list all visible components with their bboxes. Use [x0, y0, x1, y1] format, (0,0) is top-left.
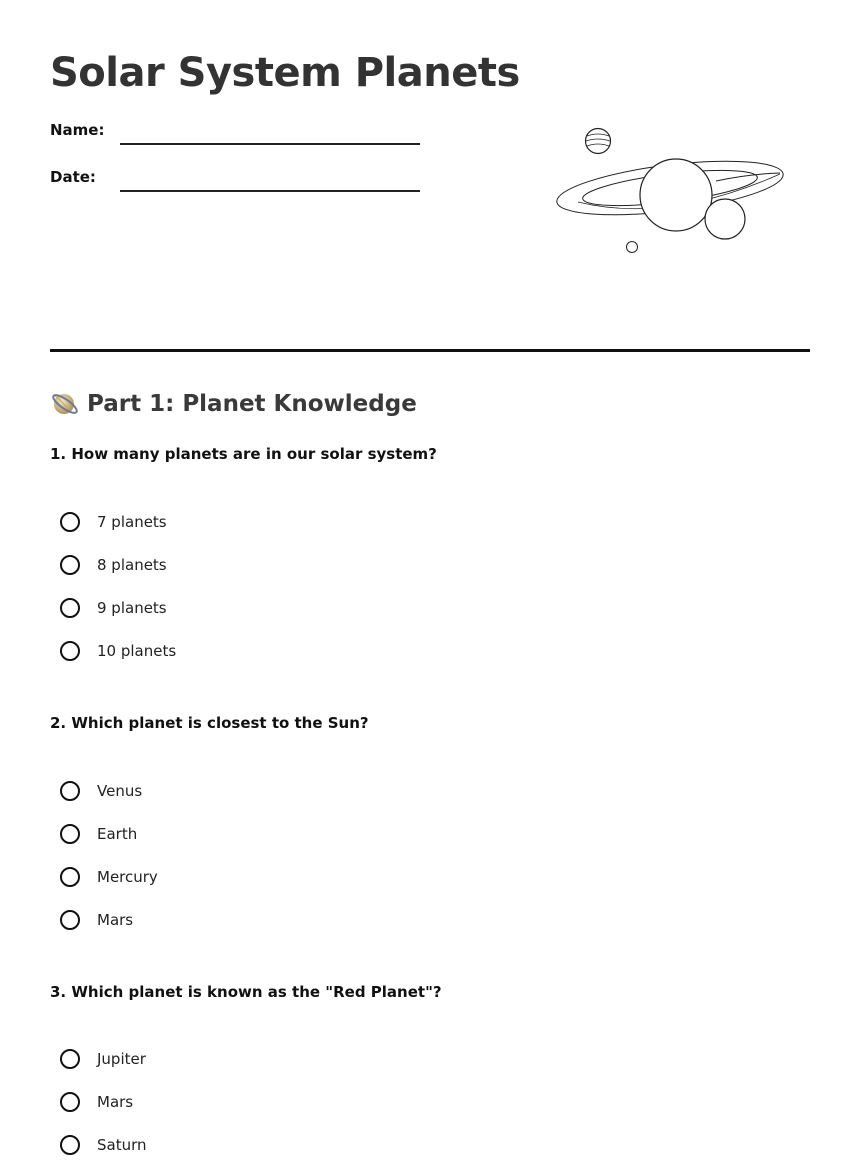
section-heading: [50, 386, 417, 422]
answer-option[interactable]: [60, 552, 167, 578]
answer-option[interactable]: [60, 509, 167, 535]
option-label: Jupiter: [97, 1050, 146, 1068]
radio-button[interactable]: [60, 1049, 80, 1069]
radio-button[interactable]: [60, 910, 80, 930]
answer-option[interactable]: [60, 778, 142, 804]
answer-option[interactable]: [60, 638, 176, 664]
radio-button[interactable]: [60, 641, 80, 661]
radio-button[interactable]: [60, 781, 80, 801]
option-label: Saturn: [97, 1136, 147, 1154]
answer-option[interactable]: [60, 821, 137, 847]
question-text: 1. How many planets are in our solar system?: [50, 445, 437, 463]
option-label: 10 planets: [97, 642, 177, 660]
option-label: Mercury: [97, 868, 158, 886]
radio-button[interactable]: [60, 512, 80, 532]
option-label: 7 planets: [97, 513, 167, 531]
radio-button[interactable]: [60, 867, 80, 887]
page-title: Solar System Planets: [50, 50, 520, 96]
option-label: 8 planets: [97, 556, 167, 574]
radio-button[interactable]: [60, 1092, 80, 1112]
answer-option[interactable]: [60, 864, 158, 890]
date-label: Date:: [50, 168, 96, 186]
section-divider: [50, 349, 810, 352]
name-label: Name:: [50, 121, 105, 139]
date-field[interactable]: [120, 190, 420, 192]
question-text: 2. Which planet is closest to the Sun?: [50, 714, 369, 732]
option-label: Mars: [97, 1093, 134, 1111]
answer-option[interactable]: [60, 907, 133, 933]
radio-button[interactable]: [60, 555, 80, 575]
radio-button[interactable]: [60, 1135, 80, 1155]
option-label: Earth: [97, 825, 138, 843]
name-field[interactable]: [120, 143, 420, 145]
question-text: 3. Which planet is known as the "Red Planet"?: [50, 983, 442, 1001]
option-label: Mars: [97, 911, 134, 929]
radio-button[interactable]: [60, 824, 80, 844]
answer-option[interactable]: [60, 1046, 146, 1072]
answer-option[interactable]: [60, 595, 167, 621]
answer-option[interactable]: [60, 1132, 147, 1158]
radio-button[interactable]: [60, 598, 80, 618]
section-title: Part 1: Planet Knowledge: [87, 391, 417, 417]
ringed-planet-icon: [50, 389, 80, 419]
option-label: Venus: [97, 782, 143, 800]
answer-option[interactable]: [60, 1089, 133, 1115]
option-label: 9 planets: [97, 599, 167, 617]
ringed-planet-illustration: [548, 116, 798, 264]
